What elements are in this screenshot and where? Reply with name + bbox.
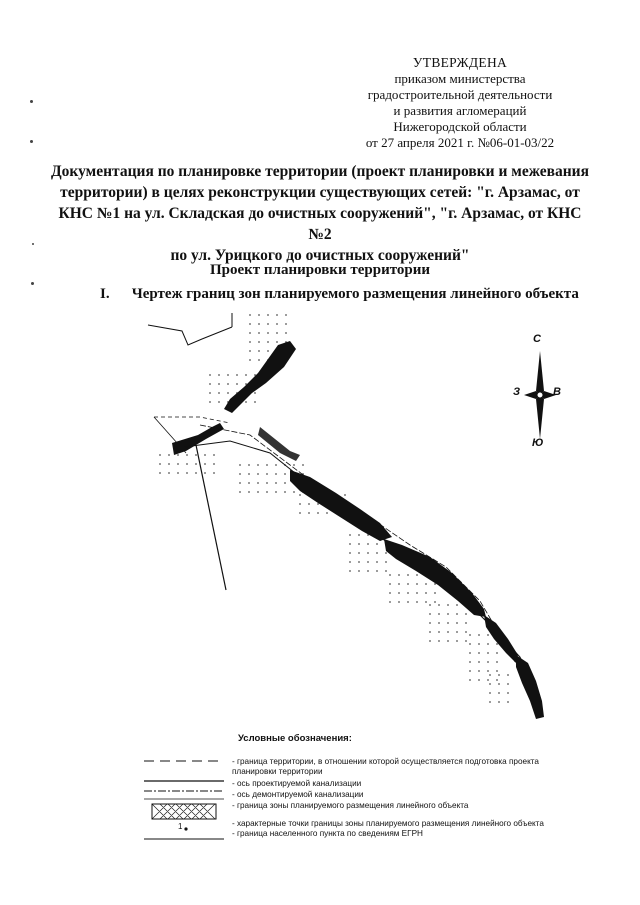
grid-dot: [299, 512, 301, 514]
grid-dot: [218, 374, 220, 376]
grid-dot: [248, 473, 250, 475]
grid-dot: [204, 463, 206, 465]
grid-dot: [367, 543, 369, 545]
grid-dot: [276, 323, 278, 325]
grid-dot: [376, 543, 378, 545]
grid-dot: [218, 401, 220, 403]
compass-west: З: [513, 386, 521, 398]
grid-dot: [248, 491, 250, 493]
grid-dot: [285, 323, 287, 325]
grid-dot: [456, 640, 458, 642]
grid-dot: [496, 670, 498, 672]
grid-dot: [398, 574, 400, 576]
scan-speck: [30, 140, 33, 143]
legend-item: - ось проектируемой канализации: [232, 779, 362, 788]
grid-dot: [168, 472, 170, 474]
compass-east: В: [553, 386, 561, 398]
scan-speck: [31, 282, 34, 285]
grid-dot: [204, 472, 206, 474]
grid-dot: [496, 679, 498, 681]
grid-dot: [195, 472, 197, 474]
legend-point-label: 1: [178, 822, 183, 831]
grid-dot: [293, 464, 295, 466]
grid-dot: [299, 494, 301, 496]
grid-dot: [267, 323, 269, 325]
grid-dot: [258, 323, 260, 325]
grid-dot: [239, 464, 241, 466]
grid-dot: [407, 592, 409, 594]
grid-dot: [177, 472, 179, 474]
grid-dot: [438, 613, 440, 615]
grid-dot: [507, 683, 509, 685]
scan-speck: [30, 100, 33, 103]
grid-dot: [284, 473, 286, 475]
grid-dot: [236, 383, 238, 385]
compass-north: С: [533, 333, 541, 345]
grid-dot: [487, 670, 489, 672]
grid-dot: [416, 583, 418, 585]
legend-title: Условные обозначения:: [238, 733, 352, 744]
grid-dot: [469, 661, 471, 663]
grid-dot: [376, 552, 378, 554]
grid-dot: [389, 592, 391, 594]
grid-dot: [358, 552, 360, 554]
approval-line: приказом министерства: [394, 71, 526, 86]
section-heading: [100, 286, 600, 303]
grid-dot: [257, 491, 259, 493]
grid-dot: [425, 601, 427, 603]
grid-dot: [407, 601, 409, 603]
grid-dot: [266, 491, 268, 493]
grid-dot: [478, 679, 480, 681]
grid-dot: [465, 631, 467, 633]
grid-dot: [186, 463, 188, 465]
grid-dot: [456, 604, 458, 606]
grid-dot: [254, 392, 256, 394]
grid-dot: [469, 679, 471, 681]
legend-symbols: [140, 753, 230, 853]
grid-dot: [456, 631, 458, 633]
placement-zone: [258, 427, 300, 461]
grid-dot: [186, 472, 188, 474]
grid-dot: [487, 634, 489, 636]
grid-dot: [496, 643, 498, 645]
grid-dot: [258, 359, 260, 361]
approval-heading: УТВЕРЖДЕНА: [412, 55, 508, 70]
grid-dot: [257, 473, 259, 475]
grid-dot: [389, 583, 391, 585]
approval-line: градостроительной деятельности: [367, 87, 553, 102]
grid-dot: [308, 512, 310, 514]
grid-dot: [407, 574, 409, 576]
grid-dot: [236, 374, 238, 376]
grid-dot: [447, 622, 449, 624]
grid-dot: [227, 383, 229, 385]
grid-dot: [326, 512, 328, 514]
grid-dot: [275, 464, 277, 466]
grid-dot: [447, 613, 449, 615]
grid-dot: [456, 622, 458, 624]
grid-dot: [496, 652, 498, 654]
grid-dot: [478, 670, 480, 672]
grid-dot: [248, 482, 250, 484]
grid-dot: [267, 314, 269, 316]
grid-dot: [425, 592, 427, 594]
placement-zone: [484, 615, 518, 663]
grid-dot: [195, 463, 197, 465]
grid-dot: [275, 491, 277, 493]
legend-item: - граница территории, в отношении которой осуществляется подготовка проекта: [232, 757, 539, 766]
grid-dot: [267, 332, 269, 334]
approval-date: от 27 апреля 2021 г. №06-01-03/22: [365, 135, 555, 150]
section-number: I.: [100, 286, 110, 302]
grid-dot: [258, 341, 260, 343]
grid-dot: [349, 552, 351, 554]
grid-dot: [465, 640, 467, 642]
grid-dot: [285, 314, 287, 316]
grid-dot: [209, 392, 211, 394]
grid-dot: [438, 622, 440, 624]
grid-dot: [358, 534, 360, 536]
grid-dot: [487, 661, 489, 663]
grid-dot: [344, 494, 346, 496]
grid-dot: [429, 631, 431, 633]
grid-dot: [416, 601, 418, 603]
grid-dot: [349, 570, 351, 572]
grid-dot: [425, 583, 427, 585]
grid-dot: [258, 314, 260, 316]
grid-dot: [248, 464, 250, 466]
grid-dot: [239, 482, 241, 484]
grid-dot: [438, 631, 440, 633]
grid-dot: [358, 543, 360, 545]
grid-dot: [159, 454, 161, 456]
grid-dot: [385, 570, 387, 572]
grid-dot: [258, 332, 260, 334]
grid-dot: [496, 661, 498, 663]
grid-dot: [465, 613, 467, 615]
grid-dot: [267, 341, 269, 343]
grid-dot: [168, 454, 170, 456]
grid-dot: [177, 454, 179, 456]
grid-dot: [376, 570, 378, 572]
legend-item: - граница населенного пункта по сведениям ЕГРН: [232, 829, 423, 838]
placement-zone: [290, 470, 392, 541]
grid-dot: [389, 574, 391, 576]
dashed-boundary: [154, 417, 230, 423]
grid-dot: [349, 543, 351, 545]
grid-dot: [249, 323, 251, 325]
grid-dot: [398, 592, 400, 594]
grid-dot: [302, 464, 304, 466]
grid-dot: [227, 374, 229, 376]
grid-dot: [507, 701, 509, 703]
grid-dot: [195, 454, 197, 456]
grid-dot: [284, 482, 286, 484]
placement-zone: [516, 655, 544, 719]
placement-zone: [172, 423, 224, 455]
grid-dot: [407, 583, 409, 585]
title-line: по ул. Урицкого до очистных сооружений": [170, 247, 470, 264]
sewer-axis-demolished: [200, 425, 530, 697]
grid-dot: [469, 643, 471, 645]
grid-dot: [276, 332, 278, 334]
legend-item: - ось демонтируемой канализации: [232, 790, 364, 799]
grid-dot: [429, 613, 431, 615]
grid-dot: [284, 491, 286, 493]
grid-dot: [257, 482, 259, 484]
grid-dot: [498, 683, 500, 685]
placement-zone: [384, 539, 486, 617]
grid-dot: [245, 401, 247, 403]
grid-dot: [429, 604, 431, 606]
grid-dot: [249, 341, 251, 343]
grid-dot: [186, 454, 188, 456]
grid-dot: [487, 679, 489, 681]
grid-dot: [227, 392, 229, 394]
grid-dot: [478, 652, 480, 654]
legend-item: - граница зоны планируемого размещения линейного объекта: [232, 801, 469, 810]
grid-dot: [349, 534, 351, 536]
grid-dot: [507, 674, 509, 676]
grid-dot: [218, 383, 220, 385]
grid-dot: [218, 392, 220, 394]
grid-dot: [447, 640, 449, 642]
grid-dot: [389, 601, 391, 603]
grid-dot: [489, 674, 491, 676]
grid-dot: [285, 332, 287, 334]
grid-dot: [398, 583, 400, 585]
grid-dot: [367, 561, 369, 563]
approval-line: и развития агломераций: [393, 103, 527, 118]
grid-dot: [487, 643, 489, 645]
grid-dot: [317, 512, 319, 514]
approval-line: Нижегородской области: [393, 119, 527, 134]
grid-dot: [367, 552, 369, 554]
approval-block: [330, 55, 590, 151]
placement-zone: [224, 341, 296, 413]
grid-dot: [276, 314, 278, 316]
legend: [140, 733, 600, 853]
grid-dot: [398, 601, 400, 603]
section-text: Чертеж границ зон планируемого размещения линейного объекта: [131, 286, 579, 302]
grid-dot: [434, 601, 436, 603]
grid-dot: [358, 570, 360, 572]
grid-dot: [385, 561, 387, 563]
grid-dot: [239, 473, 241, 475]
grid-dot: [168, 463, 170, 465]
grid-dot: [177, 463, 179, 465]
grid-dot: [416, 574, 418, 576]
grid-dot: [456, 613, 458, 615]
grid-dot: [159, 472, 161, 474]
title-line: Документация по планировке территории (проект планировки и межевания: [51, 163, 589, 180]
grid-dot: [507, 692, 509, 694]
grid-dot: [385, 552, 387, 554]
grid-dot: [438, 604, 440, 606]
sewer-axis: [184, 441, 540, 715]
grid-dot: [367, 570, 369, 572]
grid-dot: [257, 464, 259, 466]
grid-dot: [275, 482, 277, 484]
grid-dot: [249, 350, 251, 352]
grid-dot: [266, 482, 268, 484]
legend-item: планировки территории: [232, 767, 323, 776]
grid-dot: [469, 652, 471, 654]
territory-boundary-line: [148, 325, 232, 345]
boundary-line: [196, 445, 226, 590]
compass-south: Ю: [532, 437, 544, 449]
grid-dot: [276, 341, 278, 343]
grid-dot: [213, 454, 215, 456]
grid-dot: [254, 401, 256, 403]
grid-dot: [239, 491, 241, 493]
grid-dot: [266, 464, 268, 466]
grid-dot: [249, 314, 251, 316]
grid-dot: [489, 683, 491, 685]
grid-dot: [498, 674, 500, 676]
document-title: [50, 161, 590, 266]
grid-dot: [209, 383, 211, 385]
grid-dot: [358, 561, 360, 563]
grid-dot: [438, 640, 440, 642]
title-line: КНС №1 на ул. Складская до очистных сооружений", "г. Арзамас, от КНС №2: [58, 205, 582, 243]
grid-dot: [159, 463, 161, 465]
grid-dot: [469, 670, 471, 672]
grid-dot: [498, 701, 500, 703]
grid-dot: [349, 561, 351, 563]
grid-dot: [498, 692, 500, 694]
grid-dot: [209, 374, 211, 376]
grid-dot: [465, 622, 467, 624]
grid-dot: [266, 473, 268, 475]
title-line: территории) в целях реконструкции существующих сетей: "г. Арзамас, от: [60, 184, 580, 201]
grid-dot: [478, 634, 480, 636]
grid-dot: [478, 643, 480, 645]
grid-dot: [258, 350, 260, 352]
grid-dot: [245, 374, 247, 376]
grid-dot: [478, 661, 480, 663]
grid-dot: [204, 454, 206, 456]
grid-dot: [275, 473, 277, 475]
grid-dot: [293, 491, 295, 493]
grid-dot: [429, 622, 431, 624]
grid-dot: [489, 692, 491, 694]
scan-speck: [32, 243, 34, 245]
legend-item: - характерные точки границы зоны планируемого размещения линейного объекта: [232, 819, 544, 828]
grid-dot: [429, 640, 431, 642]
grid-dot: [209, 401, 211, 403]
grid-dot: [469, 634, 471, 636]
grid-dot: [416, 592, 418, 594]
grid-dot: [308, 503, 310, 505]
grid-dot: [249, 359, 251, 361]
grid-dot: [376, 561, 378, 563]
document-subtitle: Проект планировки территории: [209, 262, 431, 278]
grid-dot: [267, 350, 269, 352]
grid-dot: [213, 463, 215, 465]
grid-dot: [489, 701, 491, 703]
grid-dot: [434, 592, 436, 594]
grid-dot: [447, 604, 449, 606]
grid-dot: [299, 503, 301, 505]
grid-dot: [213, 472, 215, 474]
grid-dot: [447, 631, 449, 633]
grid-dot: [487, 652, 489, 654]
grid-dot: [249, 332, 251, 334]
